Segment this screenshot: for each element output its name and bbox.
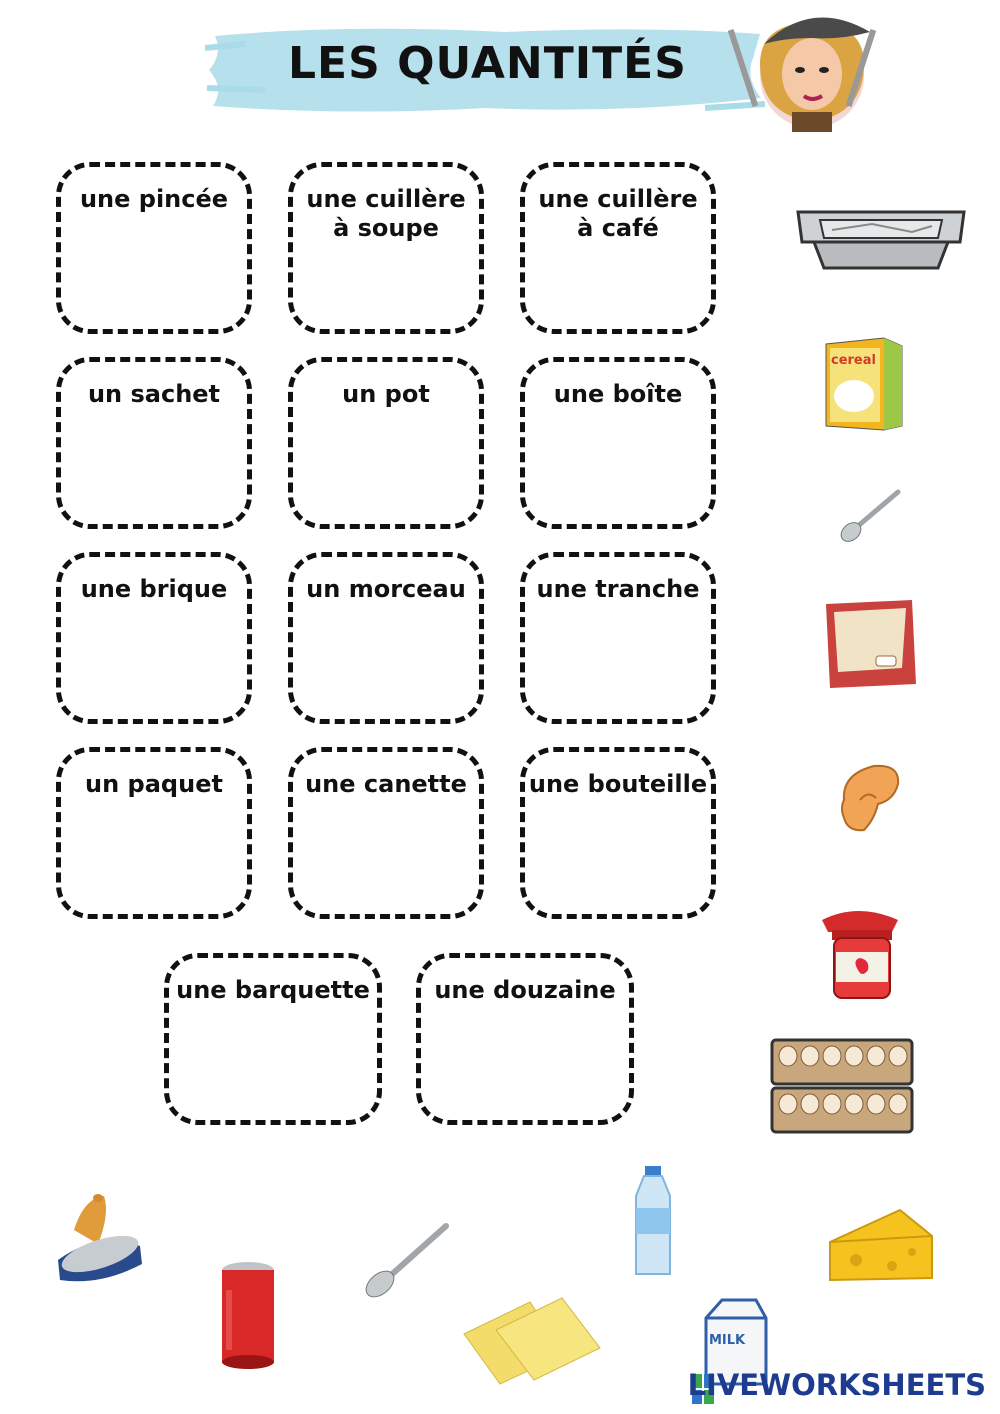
footer-brand[interactable]: LIVEWORKSHEETS	[687, 1368, 986, 1402]
tablespoon-image[interactable]	[360, 1220, 452, 1300]
box-label: une barquette	[176, 976, 370, 1004]
box-label: un morceau	[306, 575, 466, 603]
answer-box[interactable]	[520, 747, 716, 919]
box-label: une boîte	[553, 380, 683, 408]
water-bottle-image[interactable]	[630, 1164, 676, 1280]
answer-box[interactable]	[56, 552, 252, 724]
teaspoon-image[interactable]	[838, 486, 902, 544]
milk-label: MILK	[709, 1333, 746, 1348]
page-title: LES QUANTITÉS	[288, 38, 687, 89]
answer-box[interactable]	[520, 552, 716, 724]
chef-avatar	[720, 4, 880, 132]
answer-box[interactable]	[164, 953, 382, 1125]
egg-cartons-image[interactable]	[768, 1036, 916, 1136]
answer-box[interactable]	[416, 953, 634, 1125]
answer-box[interactable]	[520, 357, 716, 529]
sachet-image[interactable]	[822, 598, 918, 690]
answer-box[interactable]	[56, 357, 252, 529]
box-label: un sachet	[87, 380, 221, 408]
box-label: une bouteille	[528, 770, 708, 798]
box-label: une cuillère à café	[538, 185, 698, 242]
cheese-slices-image[interactable]	[460, 1294, 604, 1386]
answer-box[interactable]	[520, 162, 716, 334]
answer-box[interactable]	[56, 747, 252, 919]
tin-can-image[interactable]	[54, 1190, 146, 1290]
cereal-label: cereal	[831, 353, 876, 368]
answer-box[interactable]	[56, 162, 252, 334]
box-label: un pot	[342, 380, 430, 408]
answer-box[interactable]	[288, 747, 484, 919]
box-label: une canette	[305, 770, 467, 798]
answer-box[interactable]	[288, 552, 484, 724]
answer-box[interactable]	[288, 162, 484, 334]
box-label: un paquet	[85, 770, 223, 798]
cheese-wedge-image[interactable]	[826, 1206, 936, 1286]
jam-jar-image[interactable]	[818, 902, 902, 1002]
aluminum-tray-image[interactable]	[792, 190, 970, 274]
box-label: une brique	[80, 575, 228, 603]
pinch-hand-image[interactable]	[834, 760, 904, 836]
box-label: une pincée	[79, 185, 229, 213]
answer-box[interactable]	[288, 357, 484, 529]
box-label: une douzaine	[434, 976, 616, 1004]
box-label: une tranche	[536, 575, 700, 603]
soda-can-image[interactable]	[216, 1260, 280, 1370]
cereal-box-image[interactable]	[822, 334, 906, 432]
box-label: une cuillère à soupe	[306, 185, 466, 242]
